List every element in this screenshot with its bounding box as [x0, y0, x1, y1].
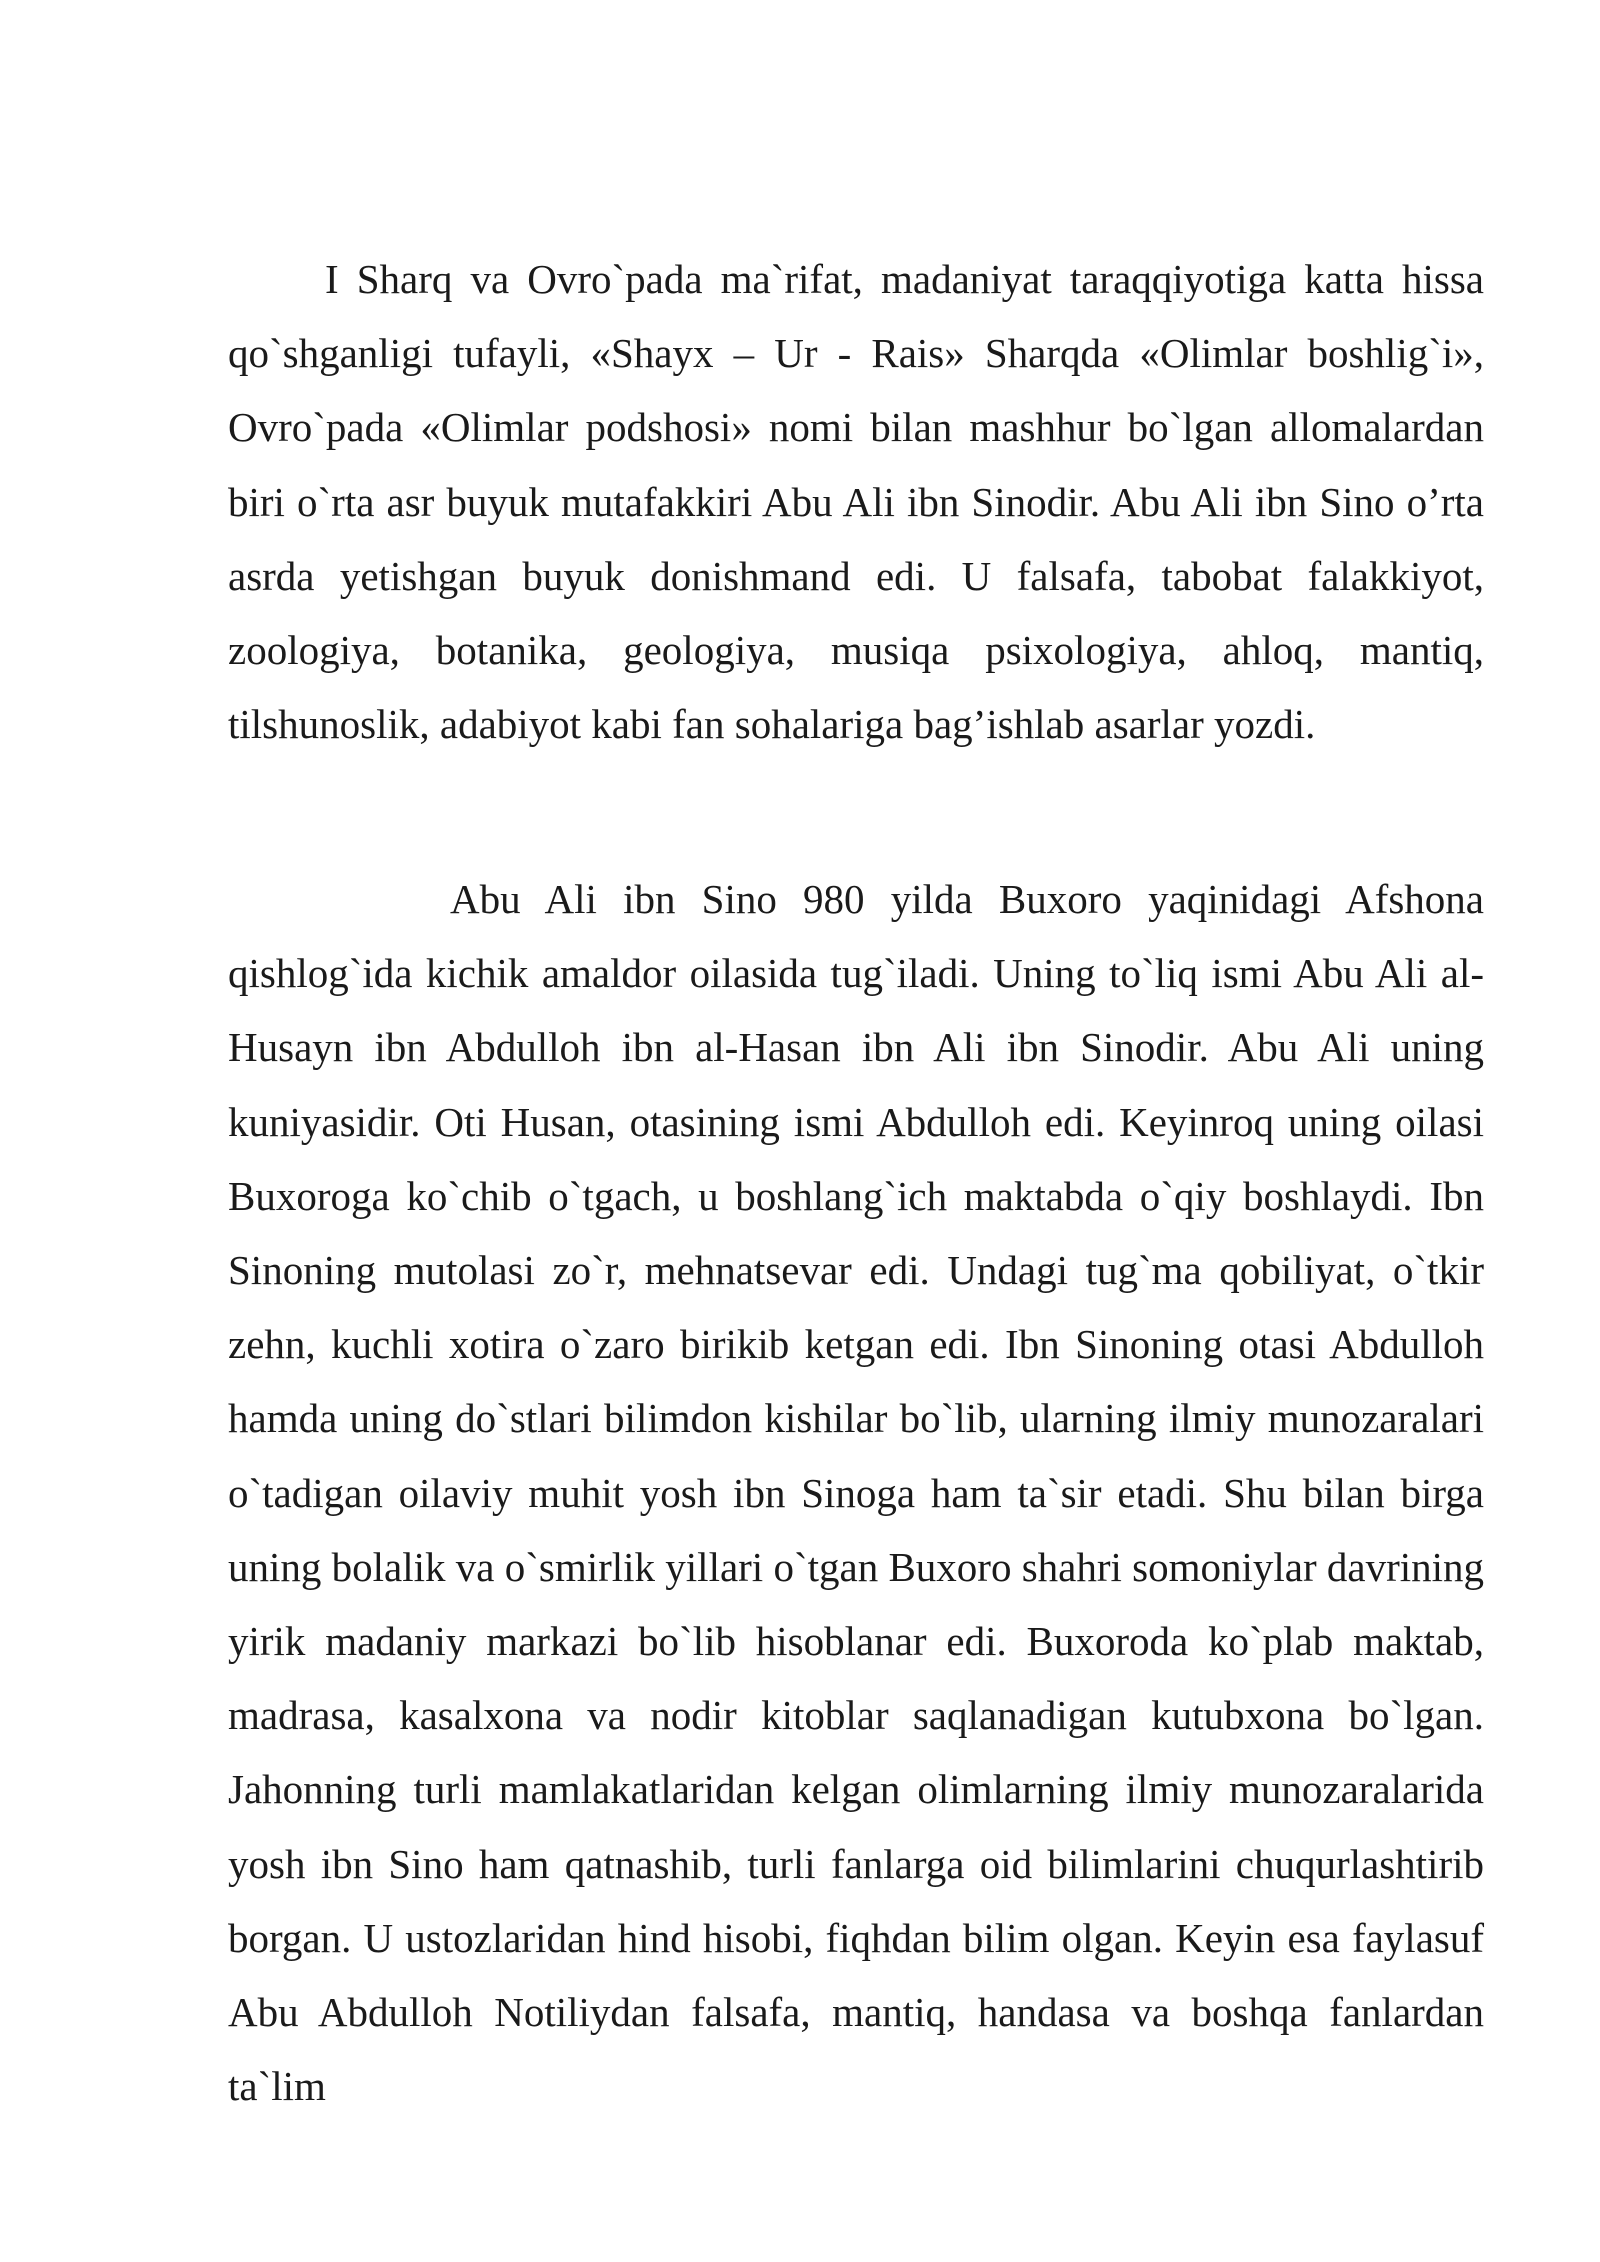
- paragraph-text: I Sharq va Ovro`pada ma`rifat, madaniyat taraqqiyotiga katta hissa qo`shganligi tufayli, «Shayx – Ur - Rais» Sharqda «Olimlar boshlig`i», Ovro`pada «Olimlar podshosi» nomi bilan mashhur bo`lgan allomalardan biri o`rta asr buyuk mutafakkiri Abu Ali ibn Sinodir. Abu Ali ibn Sino o’rta asrda yetishgan buyuk donishmand edi. U falsafa, tabobat falakkiyot, zoologiya, botanika, geologiya, musiqa psixologiya, ahloq, mantiq, tilshunoslik, adabiyot kabi fan sohalariga bag’ishlab asarlar yozdi.: [228, 256, 1484, 748]
- paragraph-text: Abu Ali ibn Sino 980 yilda Buxoro yaqinidagi Afshona qishlog`ida kichik amaldor oilasida tug`iladi. Uning to`liq ismi Abu Ali al-Husayn ibn Abdulloh ibn al-Hasan ibn Ali ibn Sinodir. Abu Ali uning kuniyasidir. Oti Husan, otasining ismi Abdulloh edi. Keyinroq uning oilasi Buxoroga ko`chib o`tgach, u boshlang`ich maktabda o`qiy boshlaydi. Ibn Sinoning mutolasi zo`r, mehnatsevar edi. Undagi tug`ma qobiliyat, o`tkir zehn, kuchli xotira o`zaro birikib ketgan edi. Ibn Sinoning otasi Abdulloh hamda uning do`stlari bilimdon kishilar bo`lib, ularning ilmiy munozaralari o`tadigan oilaviy muhit yosh ibn Sinoga ham ta`sir etadi. Shu bilan birga uning bolalik va o`smirlik yillari o`tgan Buxoro shahri somoniylar davrining yirik madaniy markazi bo`lib hisoblanar edi. Buxoroda ko`plab maktab, madrasa, kasalxona va nodir kitoblar saqlanadigan kutubxona bo`lgan. Jahonning turli mamlakatlaridan kelgan olimlarning ilmiy munozaralarida yosh ibn Sino ham qatnashib, turli fanlarga oid bilimlarini chuqurlashtirib borgan. U ustozlaridan hind hisobi, fiqhdan bilim olgan. Keyin esa faylasuf Abu Abdulloh Notiliydan falsafa, mantiq, handasa va boshqa fanlardan ta`lim: [228, 876, 1485, 2110]
- paragraph-biography: [228, 862, 1484, 2123]
- paragraph-intro: [228, 242, 1484, 761]
